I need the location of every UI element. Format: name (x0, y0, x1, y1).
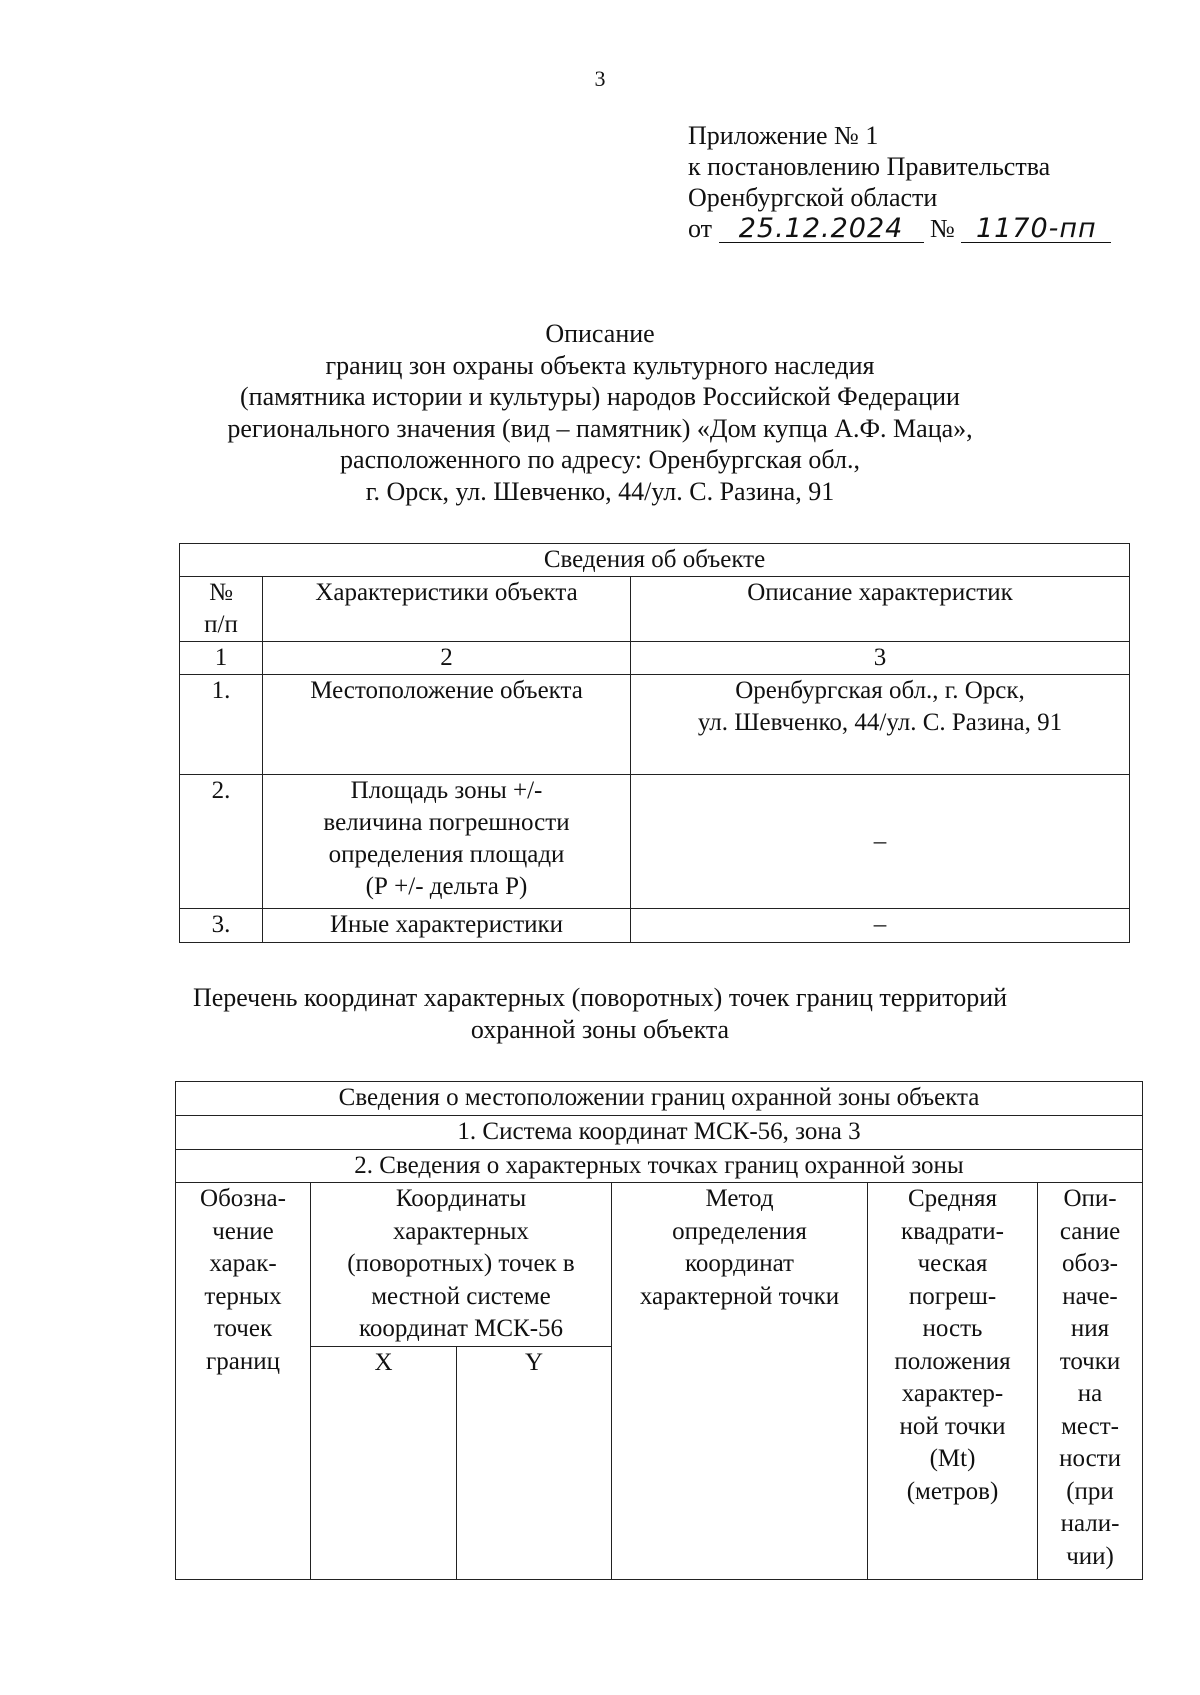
cell-line: терных (204, 1282, 282, 1310)
header-num-line: № (209, 579, 233, 606)
cell-line: характерной точки (639, 1282, 840, 1310)
row-num: 1. (180, 675, 263, 775)
cell-line: наче- (1062, 1282, 1118, 1310)
cell-line: погреш- (908, 1282, 997, 1310)
cell-line: ность (922, 1315, 983, 1342)
cell-line: Средняя (907, 1185, 998, 1212)
subtitle-line: охранной зоны объекта (470, 1015, 730, 1044)
header-description: Описание характеристик (631, 577, 1130, 642)
cell-line: характер- (901, 1380, 1004, 1407)
header-num (180, 577, 263, 642)
cell-line: определения (672, 1217, 807, 1245)
cell-line: координат (685, 1250, 794, 1277)
col-method (612, 1183, 868, 1580)
row-num: 3. (180, 909, 263, 943)
appendix-line: Оренбургской области (688, 183, 938, 212)
object-table-caption: Сведения об объекте (180, 544, 1130, 577)
col-designation (176, 1183, 311, 1580)
cell-line: Обозна- (200, 1185, 286, 1212)
cell-line: местной системе (371, 1282, 551, 1310)
row-description (631, 675, 1130, 775)
col-point-description (1038, 1183, 1143, 1580)
cell-line: ния (1070, 1315, 1110, 1342)
cell-line: на (1077, 1380, 1103, 1407)
col-y: Y (457, 1346, 612, 1579)
cell-line: (при (1066, 1477, 1114, 1505)
title-line: регионального значения (вид – памятник) «Дом купца А.Ф. Маца», (227, 413, 973, 443)
handwritten-date: 25.12.2024 (719, 216, 924, 243)
cell-line: ческая (917, 1250, 988, 1277)
appendix-date-line (688, 213, 1111, 244)
row-num: 2. (180, 775, 263, 909)
cell-line: мест- (1061, 1412, 1119, 1440)
row-characteristic (263, 909, 631, 943)
cell-line: точек (213, 1315, 273, 1342)
cell-line: величина погрешности (323, 809, 570, 836)
handwritten-number: 1170-пп (961, 216, 1111, 243)
number-prefix: № (930, 214, 955, 243)
title-line: (памятника истории и культуры) народов Российской Федерации (240, 382, 960, 411)
points-info-row: 2. Сведения о характерных точках границ охранной зоны (176, 1149, 1143, 1183)
row-description (631, 909, 1130, 943)
coords-table-caption: Сведения о местоположении границ охранной зоны объекта (176, 1082, 1143, 1116)
cell-line: Оренбургская обл., г. Орск, (735, 677, 1025, 704)
cell-line: харак- (209, 1250, 277, 1277)
cell-line: чии) (1066, 1542, 1114, 1570)
cell-line: (поворотных) точек в (347, 1250, 575, 1277)
cell-line: (Mt) (929, 1445, 976, 1472)
cell-line: – (873, 911, 887, 938)
row-description (631, 775, 1130, 909)
title-line: границ зон охраны объекта культурного наследия (325, 350, 875, 380)
document-title (0, 318, 1200, 507)
coordinate-system-row: 1. Система координат МСК-56, зона 3 (176, 1116, 1143, 1150)
cell-line: характерных (393, 1217, 529, 1245)
col-coordinates (311, 1183, 612, 1347)
cell-line: точки (1059, 1347, 1121, 1375)
index-cell: 1 (180, 642, 263, 675)
cell-line: (Р +/- дельта Р) (365, 873, 528, 900)
cell-line: границ (206, 1347, 280, 1375)
cell-line: – (873, 827, 887, 855)
title-line: г. Орск, ул. Шевченко, 44/ул. С. Разина, 91 (365, 476, 835, 506)
cell-line: нали- (1060, 1510, 1120, 1537)
cell-line: Местоположение объекта (310, 677, 583, 704)
col-x: X (311, 1346, 457, 1579)
title-line: Описание (545, 319, 655, 348)
cell-line: сание (1059, 1217, 1121, 1245)
cell-line: ул. Шевченко, 44/ул. С. Разина, 91 (697, 709, 1063, 736)
row-characteristic (263, 775, 631, 909)
coordinates-subtitle (0, 982, 1200, 1046)
subtitle-line: Перечень координат характерных (поворотных) точек границ территорий (192, 983, 1008, 1012)
cell-line: (метров) (906, 1477, 999, 1505)
appendix-line: Приложение № 1 (688, 121, 879, 150)
object-info-table (179, 543, 1130, 943)
appendix-header (688, 120, 1111, 244)
cell-line: Опи- (1063, 1185, 1117, 1212)
title-line: расположенного по адресу: Оренбургская обл., (340, 445, 860, 474)
page-number: 3 (594, 66, 606, 91)
cell-line: ной точки (899, 1412, 1006, 1440)
header-num-line: п/п (204, 611, 238, 638)
date-prefix: от (688, 214, 713, 243)
cell-line: ности (1059, 1445, 1121, 1472)
coordinates-table (175, 1081, 1143, 1580)
row-characteristic (263, 675, 631, 775)
cell-line: обоз- (1062, 1250, 1118, 1277)
cell-line: чение (212, 1217, 274, 1245)
cell-line: положения (894, 1347, 1011, 1375)
cell-line: координат МСК-56 (358, 1315, 564, 1342)
cell-line: Координаты (395, 1185, 527, 1212)
col-mean-error (868, 1183, 1038, 1580)
cell-line: Метод (705, 1185, 774, 1212)
index-cell: 3 (631, 642, 1130, 675)
cell-line: Иные характеристики (329, 911, 564, 938)
cell-line: Площадь зоны +/- (350, 777, 543, 804)
cell-line: определения площади (328, 841, 565, 868)
index-cell: 2 (263, 642, 631, 675)
cell-line: квадрати- (900, 1217, 1004, 1245)
appendix-line: к постановлению Правительства (688, 152, 1051, 181)
header-characteristic: Характеристики объекта (263, 577, 631, 642)
